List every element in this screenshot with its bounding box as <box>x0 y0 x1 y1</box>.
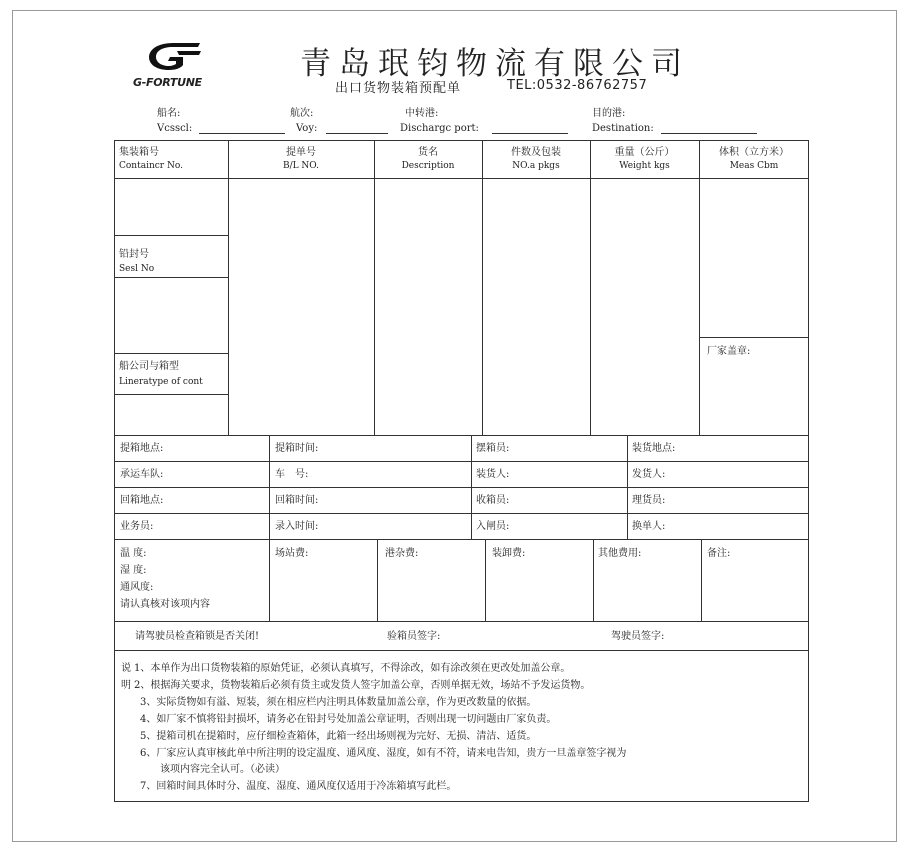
vessel-label-cn: 船名: <box>157 108 181 119</box>
destination-label-en: Destination: <box>592 123 654 134</box>
return-time-label: 回箱时间: <box>275 495 319 506</box>
shipper-label: 发货人: <box>632 469 666 480</box>
note-item-continued: 该项内容完全认可。（必读） <box>160 764 285 775</box>
ventilation-label: 通风度: <box>120 582 154 593</box>
logo-text: G-FORTUNE <box>133 76 202 89</box>
yard-fee-label: 场站费: <box>275 548 309 559</box>
note-item: 2、根据海关要求，货物装箱后必须有货主或发货人签字加盖公章，否则单据无效，场站不予发运货物。 <box>134 680 591 691</box>
entry-time-label: 录入时间: <box>275 521 319 532</box>
col-packages-en: NO.a pkgs <box>512 161 560 171</box>
pickup-location-label: 提箱地点: <box>120 443 164 454</box>
vessel-field[interactable] <box>199 133 285 134</box>
notes-label-2: 明 <box>121 680 131 691</box>
vessel-label-en: Vcsscl: <box>157 123 193 134</box>
gate-clerk-label: 入闸员: <box>476 521 510 532</box>
line-type-label-cn: 船公司与箱型 <box>119 361 179 372</box>
voyage-label-en: Voy: <box>296 123 318 134</box>
loader-label: 装货人: <box>476 469 510 480</box>
receiver-label: 收箱员: <box>476 495 510 506</box>
note-item: 7、回箱时间具体时分、温度、湿度、通风度仅适用于冷冻箱填写此栏。 <box>140 781 457 792</box>
voyage-label-cn: 航次: <box>290 108 314 119</box>
form-subtitle: 出口货物装箱预配单 <box>335 81 462 96</box>
destination-label-cn: 目的港: <box>592 108 626 119</box>
truck-no-label: 车 号: <box>275 469 309 480</box>
transfer-port-label-en: Dischargc port: <box>400 123 479 134</box>
col-bl-no-cn: 提单号 <box>286 147 316 158</box>
col-bl-no-en: B/L NO. <box>282 161 320 171</box>
col-description-cn: 货名 <box>418 147 438 158</box>
salesperson-label: 业务员: <box>120 521 154 532</box>
handling-fee-label: 装卸费: <box>492 548 526 559</box>
port-misc-fee-label: 港杂费: <box>385 548 419 559</box>
return-location-label: 回箱地点: <box>120 495 164 506</box>
note-item: 1、本单作为出口货物装箱的原始凭证，必须认真填写，不得涂改，如有涂改须在更改处加盖公章。 <box>134 663 571 674</box>
g-fortune-logo-icon <box>143 40 203 72</box>
seal-no-label-en: Sesl No <box>119 264 155 274</box>
col-description-en: Description <box>401 161 455 171</box>
col-volume-en: Meas Cbm <box>729 161 779 171</box>
notes-label-1: 说 <box>121 663 131 674</box>
note-item: 4、如厂家不慎将铅封损坏，请务必在铅封号处加盖公章证明，否则出现一切问题由厂家负责。 <box>140 714 557 725</box>
carrier-fleet-label: 承运车队: <box>120 469 164 480</box>
humidity-label: 湿 度: <box>120 565 147 576</box>
col-weight-cn: 重量（公斤） <box>614 147 675 158</box>
voyage-field[interactable] <box>326 133 388 134</box>
col-container-no-en: Containcr No. <box>119 161 183 171</box>
note-item: 6、厂家应认真审核此单中所注明的设定温度、通风度、湿度，如有不符，请来电告知，贵方一旦盖章签字视为 <box>140 748 627 759</box>
telephone: TEL:0532-86762757 <box>507 78 648 93</box>
col-container-no-cn: 集装箱号 <box>119 147 159 158</box>
transfer-port-field[interactable] <box>492 133 568 134</box>
factory-stamp-label: 厂家盖章: <box>707 346 751 357</box>
col-weight-en: Weight kgs <box>619 161 670 171</box>
verify-notice: 请认真核对该项内容 <box>120 599 210 610</box>
driver-signature-label: 驾驶员签字: <box>611 631 665 642</box>
doc-exchange-label: 换单人: <box>632 521 666 532</box>
placer-label: 摆箱员: <box>476 443 510 454</box>
line-type-label-en: Lineratype of cont <box>119 377 203 387</box>
seal-no-label-cn: 铅封号 <box>119 249 149 260</box>
transfer-port-label-cn: 中转港: <box>405 108 439 119</box>
note-item: 5、提箱司机在提箱时，应仔细检查箱体，此箱一经出场则视为完好、无损、清洁、适货。 <box>140 731 537 742</box>
destination-field[interactable] <box>661 133 757 134</box>
other-fees-label: 其他费用: <box>598 548 642 559</box>
company-name: 青岛珉钧物流有限公司 <box>300 46 690 82</box>
temperature-label: 温 度: <box>120 548 147 559</box>
driver-lock-check: 请驾驶员检查箱锁是否关闭! <box>135 631 260 642</box>
tally-clerk-label: 理货员: <box>632 495 666 506</box>
company-logo <box>133 40 213 92</box>
col-packages-cn: 件数及包装 <box>511 147 561 158</box>
pickup-time-label: 提箱时间: <box>275 443 319 454</box>
col-volume-cn: 体积（立方米） <box>719 147 789 158</box>
loading-location-label: 装货地点: <box>632 443 676 454</box>
inspector-signature-label: 验箱员签字: <box>387 631 441 642</box>
note-item: 3、实际货物如有溢、短装，须在相应栏内注明具体数量加盖公章，作为更改数量的依据。 <box>140 697 537 708</box>
remarks-label: 备注: <box>707 548 731 559</box>
